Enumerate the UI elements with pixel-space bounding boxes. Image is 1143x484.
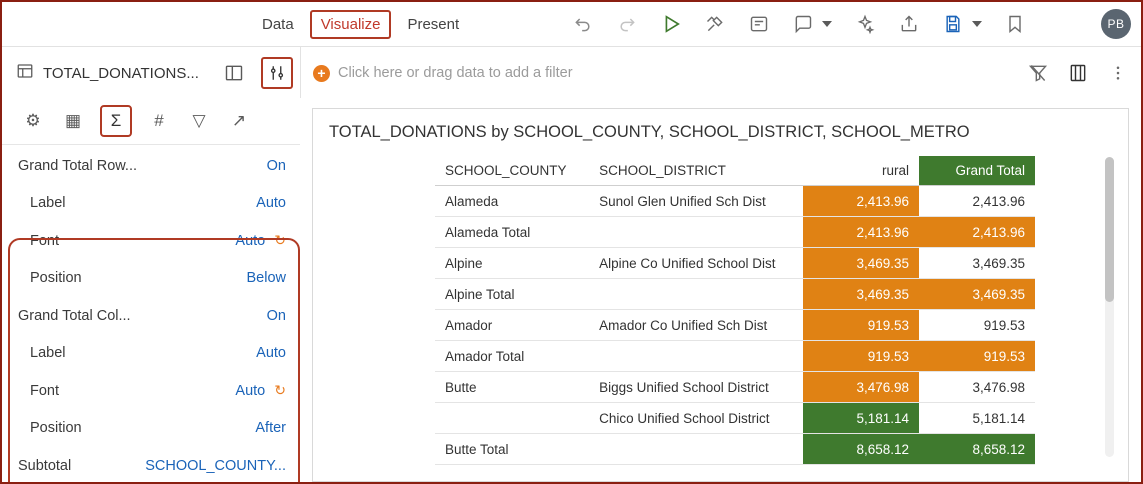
cell-rural: 919.53 bbox=[803, 341, 919, 372]
setting-grand-total-column-position[interactable] bbox=[2, 410, 300, 448]
top-icon-group bbox=[572, 2, 1026, 46]
table-row[interactable] bbox=[435, 310, 1035, 341]
tab-data[interactable]: Data bbox=[262, 15, 294, 33]
save-icon[interactable] bbox=[942, 13, 964, 35]
col-header-school-district[interactable]: SCHOOL_DISTRICT bbox=[589, 156, 803, 186]
cell-district bbox=[589, 279, 803, 310]
setting-value-text: Auto bbox=[235, 232, 266, 249]
cell-rural: 919.53 bbox=[803, 310, 919, 341]
table-row[interactable] bbox=[435, 434, 1035, 465]
setting-grand-total-column-label[interactable] bbox=[2, 335, 300, 373]
table-row[interactable] bbox=[435, 403, 1035, 434]
dataset-title: TOTAL_DONATIONS... bbox=[43, 64, 199, 82]
properties-panel bbox=[2, 98, 301, 482]
table-row[interactable] bbox=[435, 217, 1035, 248]
setting-value[interactable] bbox=[256, 195, 286, 211]
filter-bar-actions bbox=[1027, 62, 1129, 84]
setting-grand-total-row[interactable] bbox=[2, 147, 300, 185]
comment-icon[interactable] bbox=[792, 13, 814, 35]
setting-label: Subtotal bbox=[18, 457, 72, 474]
pivot-table-card bbox=[312, 108, 1129, 482]
funnel-icon[interactable]: ▽ bbox=[192, 111, 206, 130]
setting-label: Position bbox=[30, 420, 82, 437]
setting-label: Label bbox=[30, 345, 66, 362]
grid-icon[interactable]: ▦ bbox=[64, 111, 82, 130]
cell-rural: 3,469.35 bbox=[803, 248, 919, 279]
cell-grand-total: 8,658.12 bbox=[919, 434, 1035, 465]
gear-icon[interactable]: ⚙ bbox=[25, 111, 41, 130]
setting-label: Label bbox=[30, 195, 66, 212]
setting-value[interactable] bbox=[255, 420, 286, 436]
settings-grid-icon[interactable] bbox=[1067, 62, 1089, 84]
setting-grand-total-column[interactable] bbox=[2, 297, 300, 335]
setting-value[interactable] bbox=[256, 345, 286, 361]
filter-bar bbox=[300, 47, 1141, 99]
cell-county: Butte Total bbox=[435, 434, 589, 465]
table-row[interactable] bbox=[435, 248, 1035, 279]
table-row[interactable] bbox=[435, 372, 1035, 403]
setting-value[interactable] bbox=[235, 232, 286, 249]
cell-district bbox=[589, 434, 803, 465]
comment-dropdown-caret[interactable] bbox=[822, 21, 832, 27]
cell-county: Alpine bbox=[435, 248, 589, 279]
tools-icon[interactable] bbox=[704, 13, 726, 35]
setting-value-text: Auto bbox=[235, 382, 266, 399]
share-icon[interactable] bbox=[898, 13, 920, 35]
setting-label: Grand Total Col... bbox=[18, 307, 131, 324]
setting-value-text: SCHOOL_COUNTY... bbox=[145, 457, 286, 474]
trend-icon[interactable]: ↗ bbox=[231, 111, 247, 130]
table-header-row bbox=[435, 156, 1035, 186]
totals-settings-list bbox=[2, 145, 300, 482]
dataset-title-group[interactable] bbox=[16, 62, 199, 84]
redo-icon[interactable] bbox=[616, 13, 638, 35]
cell-district: Sunol Glen Unified Sch Dist bbox=[589, 186, 803, 217]
setting-value-text: Auto bbox=[256, 345, 286, 362]
cell-grand-total: 3,469.35 bbox=[919, 248, 1035, 279]
cell-rural: 2,413.96 bbox=[803, 186, 919, 217]
cell-district bbox=[589, 341, 803, 372]
sigma-icon[interactable]: Σ bbox=[100, 105, 132, 137]
cell-rural: 3,476.98 bbox=[803, 372, 919, 403]
cell-rural: 3,469.35 bbox=[803, 279, 919, 310]
pivot-table[interactable] bbox=[435, 156, 1035, 465]
cell-county: Alameda bbox=[435, 186, 589, 217]
top-toolbar bbox=[2, 2, 1141, 47]
page-title: TOTAL_DONATIONS by SCHOOL_COUNTY, SCHOOL_DISTRICT, SCHOOL_METRO bbox=[329, 123, 970, 141]
vertical-scrollbar[interactable] bbox=[1105, 157, 1114, 457]
table-row[interactable] bbox=[435, 341, 1035, 372]
more-vertical-icon[interactable] bbox=[1107, 62, 1129, 84]
cell-grand-total: 3,476.98 bbox=[919, 372, 1035, 403]
plus-circle-icon: + bbox=[313, 65, 330, 82]
table-icon bbox=[16, 62, 34, 84]
setting-value[interactable] bbox=[235, 382, 286, 399]
cell-grand-total: 919.53 bbox=[919, 310, 1035, 341]
cell-grand-total: 919.53 bbox=[919, 341, 1035, 372]
setting-label: Grand Total Row... bbox=[18, 157, 138, 174]
save-data-icon[interactable] bbox=[748, 13, 770, 35]
setting-value[interactable] bbox=[145, 458, 286, 474]
cell-district: Amador Co Unified Sch Dist bbox=[589, 310, 803, 341]
setting-value-text: On bbox=[266, 307, 286, 324]
properties-sliders-icon[interactable] bbox=[261, 57, 293, 89]
cell-district: Chico Unified School District bbox=[589, 403, 803, 434]
save-dropdown-caret[interactable] bbox=[972, 21, 982, 27]
filter-placeholder: Click here or drag data to add a filter bbox=[338, 65, 573, 81]
setting-value-text: After bbox=[255, 420, 286, 437]
cell-county bbox=[435, 403, 589, 434]
tab-present[interactable]: Present bbox=[407, 15, 460, 33]
setting-grand-total-row-font[interactable] bbox=[2, 222, 300, 260]
setting-value[interactable] bbox=[267, 308, 286, 324]
top-navigation bbox=[252, 2, 469, 46]
col-header-grand-total[interactable]: Grand Total bbox=[919, 156, 1035, 186]
dataset-toolbar-icons bbox=[221, 57, 293, 89]
cell-rural: 8,658.12 bbox=[803, 434, 919, 465]
reset-icon[interactable]: ↻ bbox=[274, 382, 286, 399]
avatar[interactable]: PB bbox=[1101, 9, 1131, 39]
setting-label: Font bbox=[30, 232, 60, 249]
filter-off-icon[interactable] bbox=[1027, 62, 1049, 84]
cell-district: Biggs Unified School District bbox=[589, 372, 803, 403]
cell-county: Amador bbox=[435, 310, 589, 341]
cell-grand-total: 3,469.35 bbox=[919, 279, 1035, 310]
visualization-area bbox=[300, 98, 1141, 482]
setting-label: Position bbox=[30, 270, 82, 287]
cell-grand-total: 2,413.96 bbox=[919, 186, 1035, 217]
panel-layout-icon[interactable] bbox=[221, 60, 247, 86]
setting-subtotal[interactable] bbox=[2, 447, 300, 482]
setting-value-text: Below bbox=[246, 270, 286, 287]
setting-label: Font bbox=[30, 382, 60, 399]
setting-value-text: On bbox=[266, 157, 286, 174]
tab-visualize[interactable]: Visualize bbox=[310, 10, 392, 39]
cell-grand-total: 2,413.96 bbox=[919, 217, 1035, 248]
cell-county: Alpine Total bbox=[435, 279, 589, 310]
setting-value-text: Auto bbox=[256, 195, 286, 212]
setting-grand-total-row-label[interactable] bbox=[2, 185, 300, 223]
cell-district: Alpine Co Unified School Dist bbox=[589, 248, 803, 279]
cell-county: Amador Total bbox=[435, 341, 589, 372]
cell-rural: 5,181.14 bbox=[803, 403, 919, 434]
setting-grand-total-row-position[interactable] bbox=[2, 260, 300, 298]
undo-icon[interactable] bbox=[572, 13, 594, 35]
col-header-school-county[interactable]: SCHOOL_COUNTY bbox=[435, 156, 589, 186]
run-icon[interactable] bbox=[660, 13, 682, 35]
setting-grand-total-column-font[interactable] bbox=[2, 372, 300, 410]
sparkle-icon[interactable] bbox=[854, 13, 876, 35]
table-row[interactable] bbox=[435, 186, 1035, 217]
cell-county: Alameda Total bbox=[435, 217, 589, 248]
dataset-toolbar bbox=[2, 47, 1141, 100]
add-filter-button[interactable] bbox=[313, 65, 573, 82]
cell-grand-total: 5,181.14 bbox=[919, 403, 1035, 434]
setting-value[interactable] bbox=[267, 158, 286, 174]
hash-icon[interactable]: # bbox=[154, 111, 164, 130]
cell-county: Butte bbox=[435, 372, 589, 403]
cell-district bbox=[589, 217, 803, 248]
reset-icon[interactable]: ↻ bbox=[274, 232, 286, 249]
properties-tabs bbox=[2, 98, 300, 145]
table-row[interactable] bbox=[435, 279, 1035, 310]
scrollbar-thumb[interactable] bbox=[1105, 157, 1114, 302]
bookmark-icon[interactable] bbox=[1004, 13, 1026, 35]
cell-rural: 2,413.96 bbox=[803, 217, 919, 248]
setting-value[interactable] bbox=[247, 270, 287, 286]
col-header-rural[interactable]: rural bbox=[803, 156, 919, 186]
